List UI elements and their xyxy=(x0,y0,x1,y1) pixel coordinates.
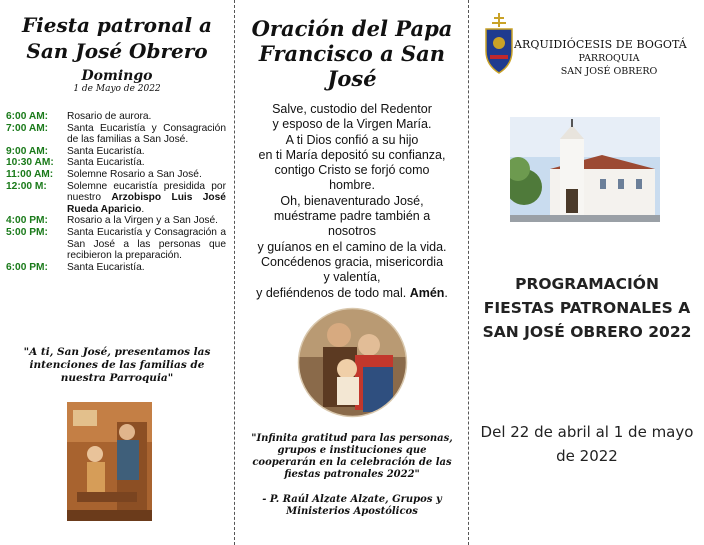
prayer-end: . xyxy=(444,285,448,300)
schedule-desc: Santa Eucaristía. xyxy=(67,261,145,273)
prayer-line xyxy=(236,286,468,301)
festival-day: Domingo xyxy=(81,68,153,84)
schedule-row xyxy=(6,157,226,169)
prayer-line: Oh, bienaventurado José, xyxy=(280,193,424,208)
prayer-line: y valentía, xyxy=(323,270,381,285)
schedule-time: 12:00 M: xyxy=(6,180,47,192)
archdiocese-crest-icon xyxy=(484,13,514,75)
prayer-line: nosotros xyxy=(328,224,376,239)
prayer-line: muéstrame padre también a xyxy=(273,209,431,224)
archdiocese-name: ARQUIDIÓCESIS DE BOGOTÁ xyxy=(514,38,687,51)
holy-family-medallion-image xyxy=(297,307,408,418)
schedule-time: 11:00 AM: xyxy=(6,168,54,180)
gratitude-quote: "Infinita gratitud para las personas, grupos e instituciones que cooperarán en la celebración de las fiestas patronales 2022" xyxy=(251,433,453,480)
schedule-time: 6:00 PM: xyxy=(6,261,48,273)
parish-name: SAN JOSÉ OBRERO xyxy=(560,66,658,77)
schedule-row xyxy=(6,111,226,123)
schedule-desc: Santa Eucaristía. xyxy=(67,157,145,169)
parish-church-photo xyxy=(510,117,660,222)
schedule-time: 4:00 PM: xyxy=(6,215,48,227)
signature: - P. Raúl Alzate Alzate, Grupos y Ministerios Apostólicos xyxy=(262,494,442,517)
schedule-time: 5:00 PM: xyxy=(6,226,48,238)
panel-divider-right xyxy=(468,0,469,545)
schedule-row xyxy=(6,181,226,216)
families-quote: "A ti, San José, presentamos las intenciones de las familias de nuestra Parroquia" xyxy=(23,346,211,384)
schedule-time: 9:00 AM: xyxy=(6,145,49,157)
schedule-desc xyxy=(67,181,226,216)
schedule-desc: Rosario de aurora. xyxy=(67,111,152,122)
schedule-time: 7:00 AM: xyxy=(6,122,49,134)
left-panel xyxy=(0,0,234,545)
prayer-line: y guíanos en el camino de la vida. xyxy=(257,239,447,254)
schedule-row xyxy=(6,227,226,262)
schedule-row xyxy=(6,262,226,274)
schedule-desc: Rosario a la Virgen y a San José. xyxy=(67,215,219,227)
prayer-line: Salve, custodio del Redentor xyxy=(272,102,432,116)
prayer-line: y esposo de la Virgen María. xyxy=(272,117,432,132)
prayer-line: en ti María depositó su confianza, xyxy=(258,147,446,162)
festival-date: 1 de Mayo de 2022 xyxy=(73,84,161,94)
schedule-list xyxy=(6,111,226,273)
prayer-text xyxy=(236,102,468,301)
schedule-time: 6:00 AM: xyxy=(6,111,49,122)
schedule-row xyxy=(6,215,226,227)
right-panel xyxy=(470,0,704,545)
prayer-line: Concédenos gracia, misericordia xyxy=(260,254,444,269)
prayer-amen: Amén xyxy=(409,285,445,300)
schedule-desc: Santa Eucaristía y Consagración de las familias a San José. xyxy=(67,122,226,146)
schedule-desc: Solemne Rosario a San José. xyxy=(67,168,202,180)
schedule-row xyxy=(6,169,226,181)
schedule-row xyxy=(6,146,226,158)
prayer-line: contigo Cristo se forjó como xyxy=(274,163,430,178)
festival-title: Fiesta patronal a San José Obrero xyxy=(21,13,213,63)
schedule-row xyxy=(6,123,226,146)
joseph-carpentry-image xyxy=(67,402,152,521)
schedule-time: 10:30 AM: xyxy=(6,157,54,169)
schedule-desc-end: . xyxy=(141,203,145,215)
panel-divider-left xyxy=(234,0,235,545)
prayer-last-text: y defiéndenos de todo mal. xyxy=(256,285,407,300)
parish-label: PARROQUIA xyxy=(578,53,640,64)
prayer-title: Oración del Papa Francisco a San José xyxy=(251,16,453,91)
middle-panel xyxy=(236,0,468,545)
schedule-desc: Santa Eucaristía. xyxy=(67,145,145,157)
prayer-line: A ti Dios confió a su hijo xyxy=(285,132,419,147)
archbishop-name: Arzobispo Luis José Rueda Aparicio xyxy=(67,192,226,215)
schedule-desc: Santa Eucaristía y Consagración a San José a las personas que recibieron la preparación. xyxy=(67,226,226,262)
program-dates: Del 22 de abril al 1 de mayo de 2022 xyxy=(480,423,694,465)
program-title: PROGRAMACIÓN FIESTAS PATRONALES A SAN JOSÉ OBRERO 2022 xyxy=(482,275,692,341)
prayer-line: hombre. xyxy=(329,178,375,193)
schedule-desc-text: Solemne eucaristía presidida por nuestro xyxy=(67,180,226,204)
